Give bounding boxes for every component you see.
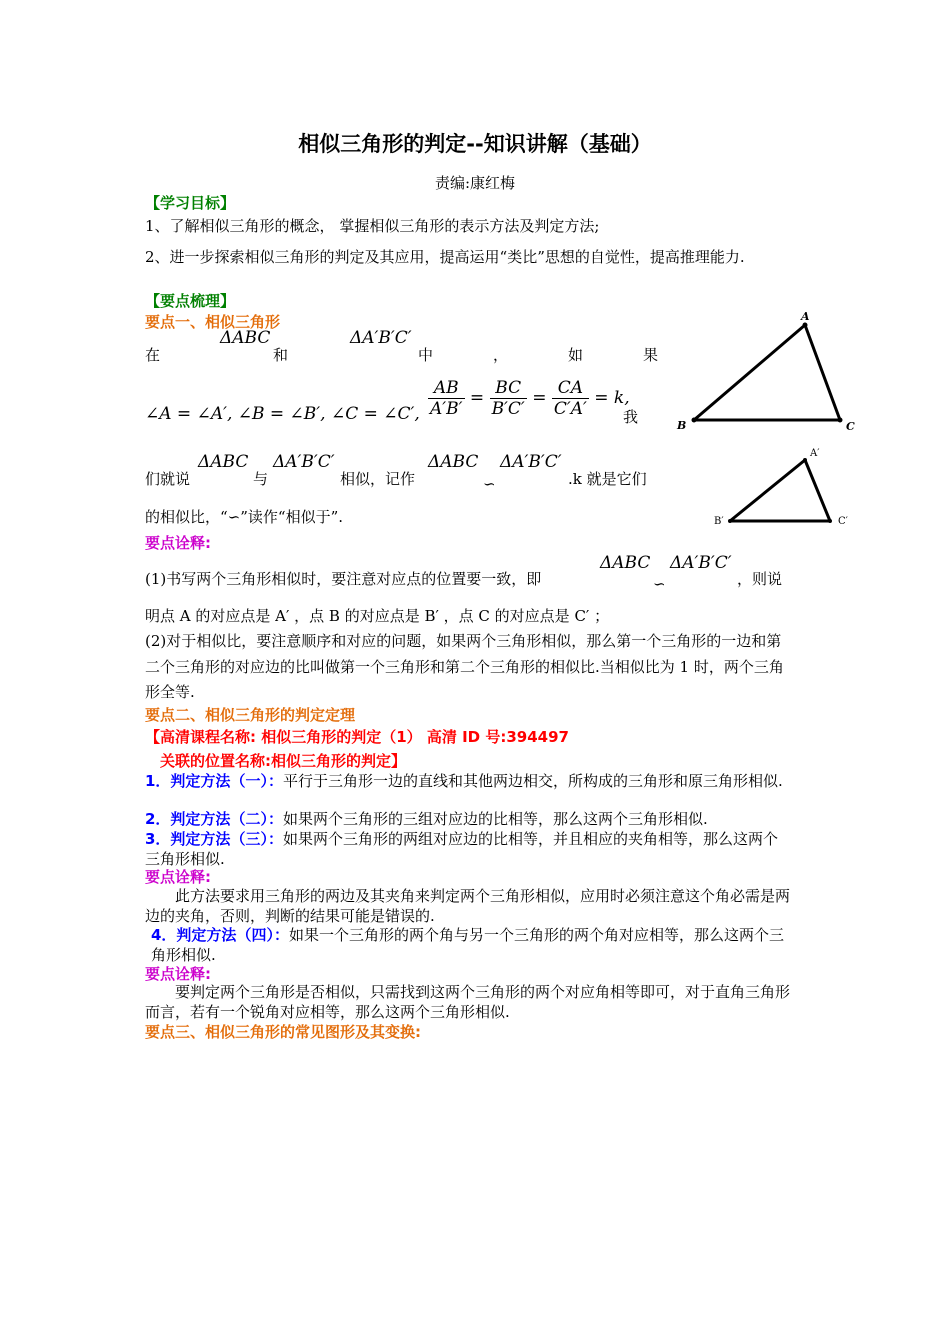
math-triangle-abc-prime-4: ΔA′B′C′ bbox=[670, 553, 732, 573]
position-name: 关联的位置名称:相似三角形的判定】 bbox=[160, 752, 407, 770]
math-ratio-equation: $\frac{AB}{A'B'}$ = $\frac{BC}{B'C'}$ = $\frac{CA}{C'A'}$ = k, bbox=[430, 378, 630, 419]
word-zhong: 中 bbox=[418, 346, 434, 364]
label-c: C bbox=[846, 420, 855, 433]
math-triangle-abc-2: ΔABC bbox=[198, 452, 249, 472]
word-xiangsi-jizuo: 相似，记作 bbox=[340, 470, 416, 488]
label-b-prime: B′ bbox=[714, 516, 724, 527]
points-heading: 【要点梳理】 bbox=[145, 292, 236, 310]
note1-p1-line2: 明点 A 的对应点是 A′ ，点 B 的对应点是 B′ ，点 C 的对应点是 C′ ； bbox=[145, 607, 610, 625]
label-b: B bbox=[677, 419, 687, 432]
goals-heading: 【学习目标】 bbox=[145, 194, 236, 212]
word-k-tail: .k 就是它们 bbox=[568, 470, 647, 488]
word-ru: 如 bbox=[568, 346, 584, 364]
method-1-label: 1．判定方法（一）： bbox=[145, 772, 283, 790]
similar-symbol: ∽ bbox=[483, 475, 496, 493]
triangle-abc bbox=[676, 310, 855, 433]
note3-heading: 要点诠释: bbox=[145, 965, 211, 983]
word-he: 和 bbox=[273, 346, 289, 364]
similar-triangles-figure bbox=[672, 308, 862, 530]
method-2-label: 2．判定方法（二）： bbox=[145, 810, 283, 828]
method-4: 4．判定方法（四）：如果一个三角形的两个角与另一个三角形的两个角对应相等，那么这两个三角形相似. bbox=[151, 926, 784, 964]
goal-item-1: 1、了解相似三角形的概念， 掌握相似三角形的表示方法及判定方法; bbox=[145, 217, 600, 235]
ratio-ca: $\frac{CA}{C'A'}$ bbox=[553, 378, 587, 419]
triangle-abc-prime bbox=[714, 448, 849, 527]
method-4-label: 4．判定方法（四）： bbox=[151, 926, 289, 944]
point1-heading: 要点一、相似三角形 bbox=[145, 313, 281, 331]
method-3-label: 3．判定方法（三）： bbox=[145, 830, 283, 848]
course-name: 【高清课程名称: 相似三角形的判定（1） 高清 ID 号:394497 bbox=[145, 728, 569, 746]
note1-p1-pre: (1)书写两个三角形相似时，要注意对应点的位置要一致，即 bbox=[145, 570, 542, 588]
ratio-bc: $\frac{BC}{B'C'}$ bbox=[491, 378, 525, 419]
word-yu: 与 bbox=[253, 470, 269, 488]
math-triangle-abc-prime-2: ΔA′B′C′ bbox=[273, 452, 335, 472]
point1-line3: 的相似比，“∽”读作“相似于”. bbox=[145, 508, 344, 526]
label-c-prime: C′ bbox=[838, 516, 848, 527]
note1-p2: (2)对于相似比，要注意顺序和对应的问题，如果两个三角形相似，那么第一个三角形的一边和第二个三角形的对应边的比叫做第一个三角形和第二个三角形的相似比.当相似比为 1 时，两个三角形全等. bbox=[145, 632, 784, 701]
math-triangle-abc: ΔABC bbox=[220, 328, 271, 348]
note1-heading: 要点诠释: bbox=[145, 534, 211, 552]
editor-credit: 责编:康红梅 bbox=[434, 174, 516, 192]
word-zai: 在 bbox=[145, 346, 161, 364]
goal-item-2: 2、进一步探索相似三角形的判定及其应用，提高运用“类比”思想的自觉性，提高推理能力. bbox=[145, 248, 745, 266]
note1-p1-post: ，则说 bbox=[737, 570, 783, 588]
math-triangle-abc-prime: ΔA′B′C′ bbox=[350, 328, 412, 348]
label-a-prime: A′ bbox=[810, 448, 820, 459]
note2-heading: 要点诠释: bbox=[145, 868, 211, 886]
method-3: 3．判定方法（三）：如果两个三角形的两组对应边的比相等，并且相应的夹角相等，那么这两个三角形相似. bbox=[145, 830, 778, 868]
word-comma: ， bbox=[493, 346, 509, 364]
math-triangle-abc-4: ΔABC bbox=[600, 553, 651, 573]
math-angle-equalities: ∠A = ∠A′, ∠B = ∠B′, ∠C = ∠C′, bbox=[145, 404, 420, 424]
similar-symbol-2: ∽ bbox=[653, 575, 666, 593]
method-1: 1．判定方法（一）：平行于三角形一边的直线和其他两边相交，所构成的三角形和原三角形相似. bbox=[145, 772, 783, 790]
ratio-ab: $\frac{AB}{A'B'}$ bbox=[430, 378, 463, 419]
note3-text: 要判定两个三角形是否相似，只需找到这两个三角形的两个对应角相等即可，对于直角三角形而言，若有一个锐角对应相等，那么这两个三角形相似. bbox=[145, 983, 791, 1021]
label-a: A bbox=[801, 310, 810, 323]
page-title: 相似三角形的判定--知识讲解（基础） bbox=[298, 132, 652, 156]
note2-text: 此方法要求用三角形的两边及其夹角来判定两个三角形相似，应用时必须注意这个角必需是两边的夹角，否则，判断的结果可能是错误的. bbox=[145, 887, 791, 925]
word-menjiushuo: 们就说 bbox=[145, 470, 191, 488]
point2-heading: 要点二、相似三角形的判定定理 bbox=[145, 706, 356, 724]
method-2: 2．判定方法（二）：如果两个三角形的三组对应边的比相等，那么这两个三角形相似. bbox=[145, 810, 708, 828]
word-wo: 我 bbox=[623, 408, 639, 426]
math-triangle-abc-3: ΔABC bbox=[428, 452, 479, 472]
point3-heading: 要点三、相似三角形的常见图形及其变换: bbox=[145, 1023, 422, 1041]
word-guo: 果 bbox=[643, 346, 659, 364]
math-triangle-abc-prime-3: ΔA′B′C′ bbox=[500, 452, 562, 472]
